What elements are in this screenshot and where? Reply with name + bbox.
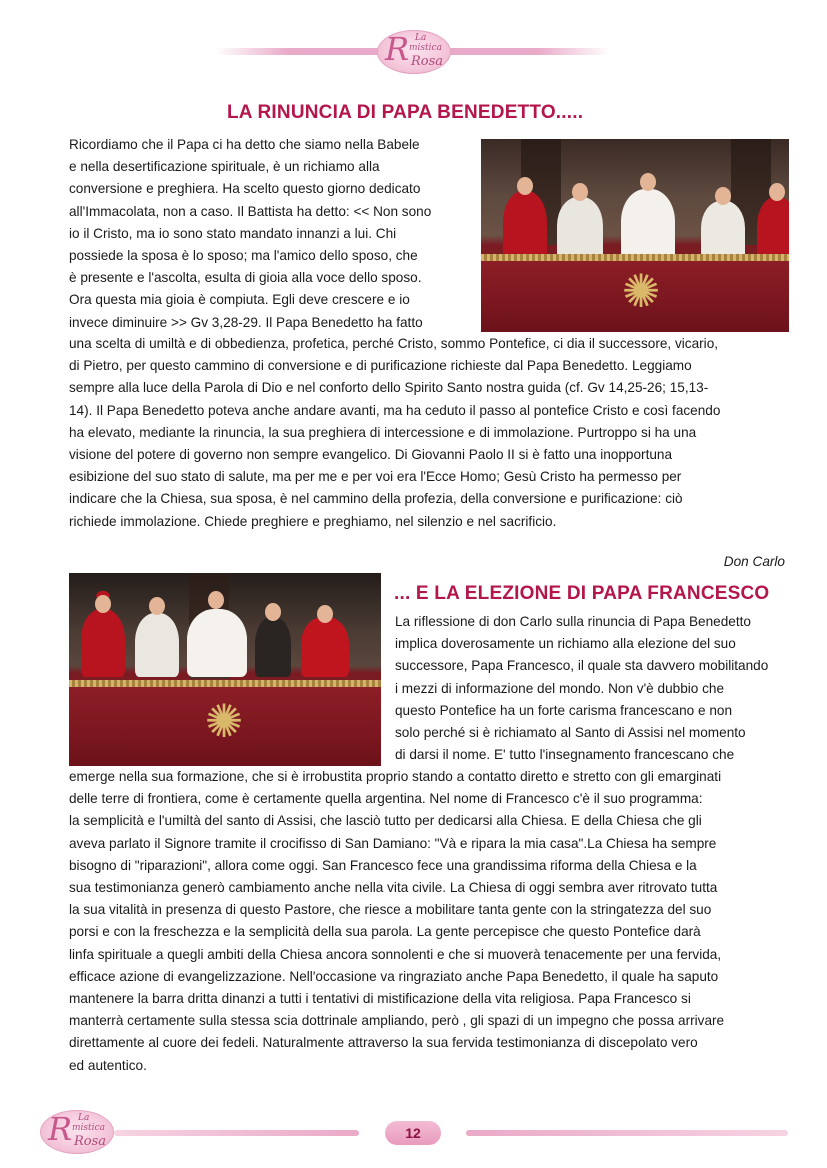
photo-head	[572, 183, 588, 201]
logo-word-rosa: Rosa	[411, 54, 444, 69]
logo-letter: R	[48, 1110, 73, 1148]
header-logo	[377, 30, 451, 74]
text-line: emerge nella sua formazione, che si è irrobustita proprio stando a contatto diretto e stretto con gli emarginati	[69, 769, 722, 784]
text-line: io il Cristo, ma io sono stato mandato innanzi a lui. Chi	[69, 225, 397, 241]
text-line: Ricordiamo che il Papa ci ha detto che siamo nella Babele	[69, 137, 420, 152]
text-line: sempre alla luce della Parola di Dio e nel conforto dello Spirito Santo nostra guida (cf. Gv 14,25-26; 15,13-	[69, 380, 709, 396]
text-line: direttamente al cuore dei fedeli. Naturalmente attraverso la sua fervida testimonianza di discepolato vero	[69, 1035, 698, 1051]
text-line: i mezzi di informazione del mondo. Non v'è dubbio che	[395, 680, 725, 696]
logo-word-rosa: Rosa	[74, 1134, 107, 1149]
article1-text-narrow	[69, 134, 471, 334]
text-line: solo perché si è richiamato al Santo di Assisi nel momento	[395, 725, 746, 741]
photo-pope-francis-balcony	[69, 573, 381, 766]
logo-word-la: La	[78, 1113, 90, 1123]
header-rule-left	[215, 48, 380, 55]
text-line: efficace azione di evangelizzazione. Nell'occasione va ringraziato anche Papa Benedetto, il quale ha saputo	[69, 968, 719, 984]
text-line: manterrà certamente sulla stessa scia dottrinale ampliando, però , gli spazi di un impegno che possa arrivare	[69, 1013, 725, 1029]
text-line: La riflessione di don Carlo sulla rinuncia di Papa Benedetto	[395, 614, 751, 629]
photo-figure-pope	[621, 189, 675, 261]
text-line: bisogno di "riparazioni", allora come oggi. San Francesco fece una grandissima riforma della Chiesa e la	[69, 857, 697, 873]
photo-figure-pope	[187, 609, 247, 677]
photo-head	[95, 595, 111, 613]
article2-text-narrow	[395, 611, 788, 766]
text-line: una scelta di umiltà e di obbedienza, profetica, perché Cristo, sommo Pontefice, ci dia il successore, vicario,	[69, 336, 719, 351]
text-line: successore, Papa Francesco, il quale sta davvero mobilitando	[395, 658, 769, 674]
photo-balcony-drape	[69, 680, 381, 766]
text-line: sua testimonianza generò cambiamento anche nella vita civile. La Chiesa di oggi sembra aver ritrovato tutta	[69, 880, 718, 896]
photo-drape-trim	[69, 680, 381, 687]
text-line: è presente e l'ascolta, esulta di gioia alla voce dello sposo.	[69, 270, 422, 286]
text-line: porsi e con la freschezza e la semplicità della sua parola. La gente percepisce che questo Pontefice darà	[69, 924, 701, 940]
photo-head	[769, 183, 785, 201]
article2-title: ... E LA ELEZIONE DI PAPA FRANCESCO	[394, 583, 770, 604]
text-line: aveva parlato il Signore tramite il crocifisso di San Damiano: "Và e ripara la mia casa".La Chiesa ha sempre	[69, 835, 717, 851]
article1-author: Don Carlo	[723, 554, 785, 569]
photo-balcony-drape	[481, 254, 789, 332]
photo-head	[149, 597, 165, 615]
text-line: 14). Il Papa Benedetto poteva anche andare avanti, ma ha ceduto il passo al pontefice Cristo e così facendo	[69, 402, 721, 418]
photo-figure-cardinal	[503, 191, 547, 261]
papal-emblem-icon: ✺	[204, 694, 244, 748]
papal-emblem-icon: ✺	[621, 264, 661, 318]
article1-text-wide	[69, 333, 788, 533]
photo-figure-priest	[255, 617, 291, 677]
footer-rule-right	[466, 1130, 788, 1136]
photo-head	[317, 605, 333, 623]
photo-head	[640, 173, 656, 191]
photo-figure-cardinal	[81, 609, 125, 677]
logo-letter: R	[385, 30, 410, 68]
text-line: la sua vitalità in presenza di questo Pastore, che riesce a mobilitare tanta gente con la stringatezza del suo	[69, 902, 712, 918]
photo-figure-bishop	[557, 197, 603, 261]
text-line: delle terre di frontiera, come è certamente quella argentina. Nel nome di Francesco c'è il suo programma:	[69, 791, 703, 807]
text-line: e nella desertificazione spirituale, è un richiamo alla	[69, 159, 380, 175]
header-rule-right	[448, 48, 610, 55]
logo-word-la: La	[415, 33, 427, 43]
photo-pope-benedict-balcony	[481, 139, 789, 332]
text-line: invece diminuire >> Gv 3,28-29. Il Papa Benedetto ha fatto	[69, 314, 423, 330]
text-line: di Pietro, per questo cammino di conversione e di purificazione richieste dal Papa Benedetto. Leggiamo	[69, 358, 692, 374]
logo-word-mistica: mistica	[409, 43, 442, 53]
page-number: 12	[385, 1121, 441, 1145]
text-line: indicare che la Chiesa, sua sposa, è nel cammino della profezia, della conversione e purificazione: ciò	[69, 491, 683, 507]
text-line: di darsi il nome. E' tutto l'insegnamento francescano che	[395, 747, 735, 763]
photo-head	[715, 187, 731, 205]
footer-rule-left	[114, 1130, 359, 1136]
text-line: visione del potere di governo non sempre evangelico. Di Giovanni Paolo II si è fatto una inopportuna	[69, 447, 673, 463]
photo-figure-bishop	[701, 201, 745, 261]
article2-text-wide	[69, 766, 788, 1077]
photo-drape-trim	[481, 254, 789, 261]
text-line: ha elevato, mediante la rinuncia, la sua preghiera di intercessione e di immolazione. Purtroppo si ha una	[69, 424, 697, 440]
text-line: questo Pontefice ha un forte carisma francescano e non	[395, 702, 733, 718]
text-line: la semplicità e l'umiltà del santo di Assisi, che lasciò tutto per dedicarsi alla Chiesa. E della Chiesa che gli	[69, 813, 702, 829]
text-line: implica doverosamente un richiamo alla elezione del suo	[395, 636, 736, 652]
text-line: possiede la sposa è lo sposo; ma l'amico dello sposo, che	[69, 248, 418, 264]
photo-figure-cardinal	[301, 617, 349, 677]
text-line: all'Immacolata, non a caso. Il Battista ha detto: << Non sono	[69, 203, 432, 219]
photo-head	[517, 177, 533, 195]
text-line: Ora questa mia gioia è compiuta. Egli deve crescere e io	[69, 292, 410, 308]
text-line: richiede immolazione. Chiede preghiere e preghiamo, nel silenzio e nel sacrificio.	[69, 513, 557, 529]
photo-figure-cardinal	[757, 197, 789, 261]
text-line: mantenere la barra dritta dinanzi a tutti i tentativi di mistificazione della vita religiosa. Papa Francesco si	[69, 991, 691, 1007]
article1-title: LA RINUNCIA DI PAPA BENEDETTO.....	[227, 102, 584, 123]
text-line: esibizione del suo stato di salute, ma per me e per voi era l'Ecce Homo; Gesù Cristo ha permesso per	[69, 469, 682, 485]
logo-word-mistica: mistica	[72, 1123, 105, 1133]
footer-logo	[40, 1110, 114, 1154]
photo-head	[265, 603, 281, 621]
text-line: ed autentico.	[69, 1057, 147, 1073]
photo-head	[208, 591, 224, 609]
photo-figure-bishop	[135, 613, 179, 677]
text-line: conversione e preghiera. Ha scelto questo giorno dedicato	[69, 181, 421, 197]
text-line: linfa spirituale a quegli ambiti della Chiesa ancora sonnolenti e che si muoverà tenacemente per una fervida,	[69, 946, 722, 962]
